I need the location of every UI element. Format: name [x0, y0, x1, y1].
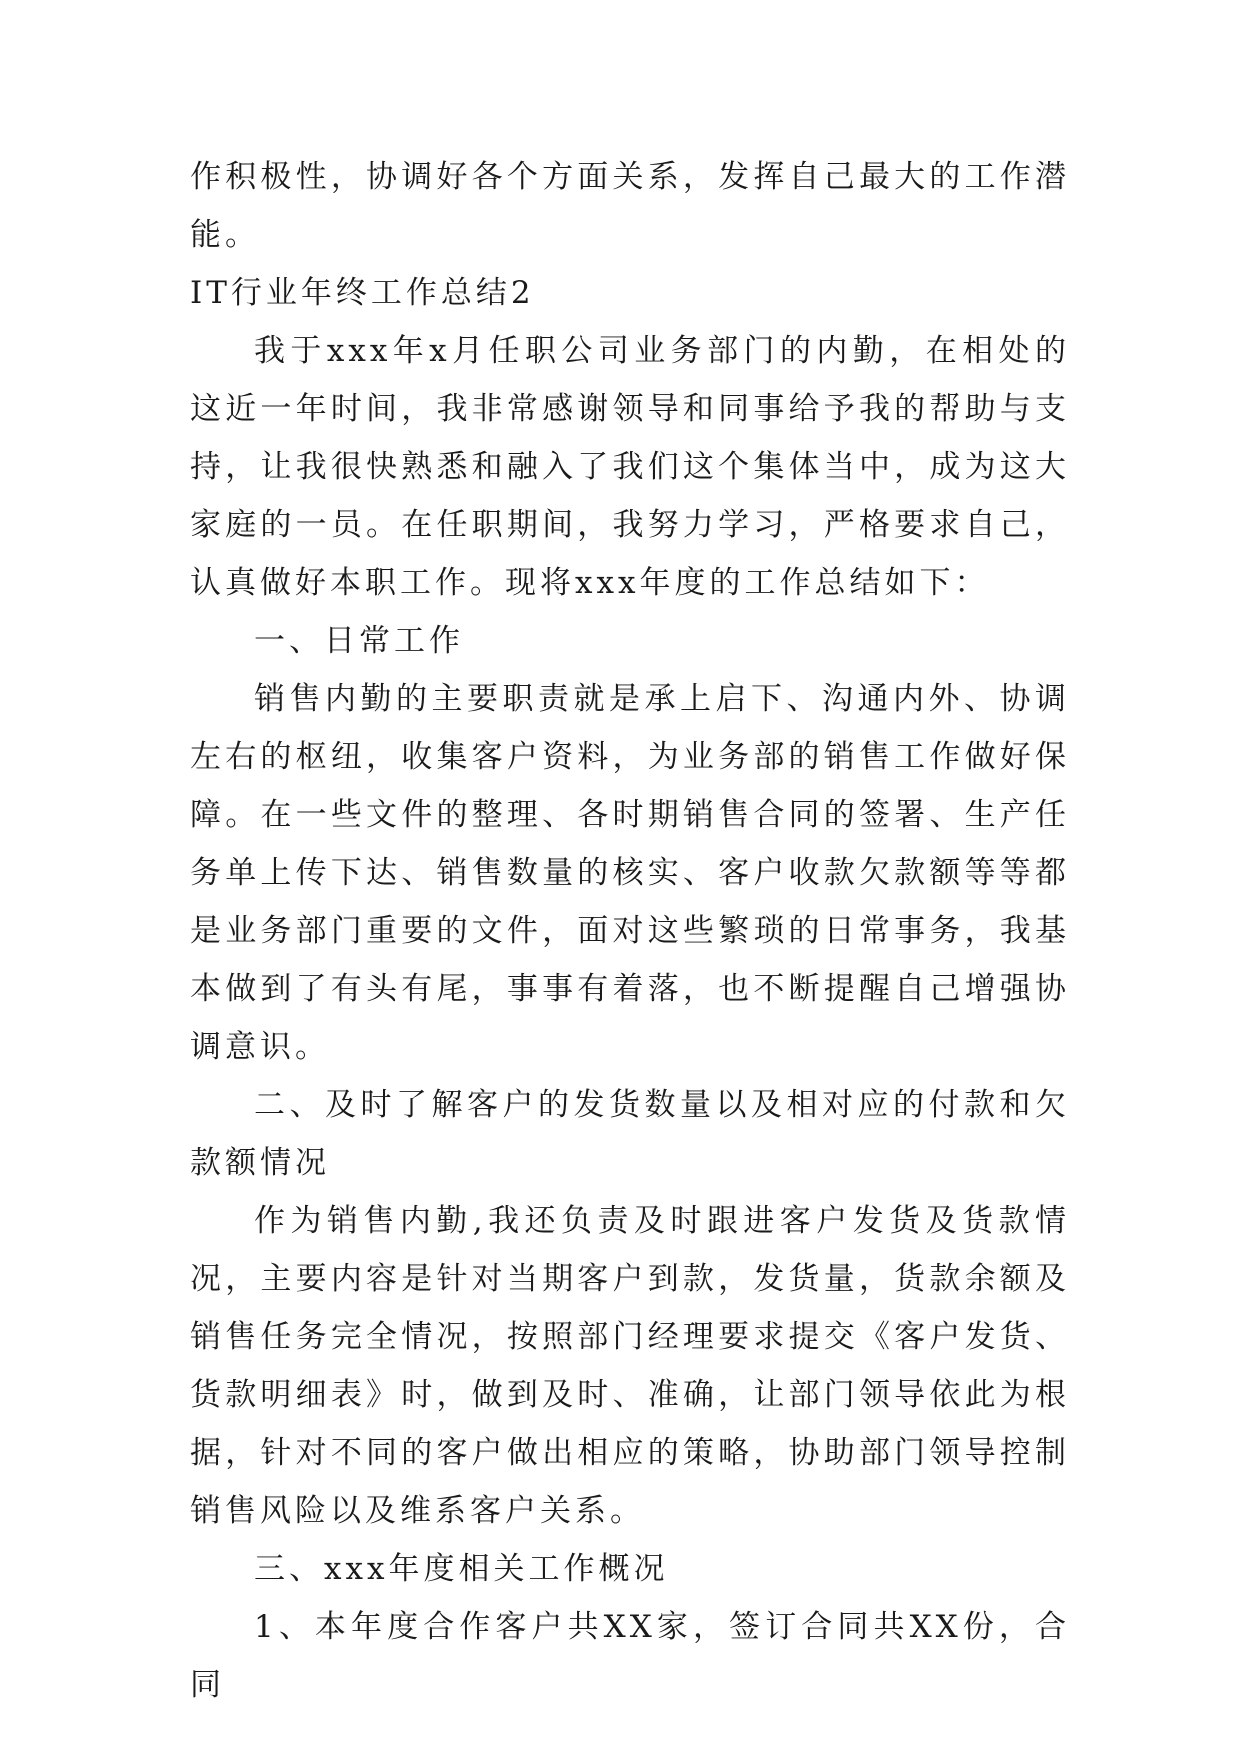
heading-annual-overview: 三、xxx年度相关工作概况 — [254, 1551, 669, 1587]
paragraph-shipment-payment: 作为销售内勤,我还负责及时跟进客户发货及货款情况，主要内容是针对当期客户到款，发货量，货款余额及销售任务完全情况，按照部门经理要求提交《客户发货、货款明细表》时，做到及时、准确，让部门领导依此为根据，针对不同的客户做出相应的策略，协助部门领导控制销售风险以及维系客户关系。 — [190, 1203, 1070, 1529]
section-title: IT行业年终工作总结2 — [190, 275, 535, 311]
paragraph-daily-work: 销售内勤的主要职责就是承上启下、沟通内外、协调左右的枢纽，收集客户资料，为业务部的销售工作做好保障。在一些文件的整理、各时期销售合同的签署、生产任务单上传下达、销售数量的核实、客户收款欠款额等等都是业务部门重要的文件，面对这些繁琐的日常事务，我基本做到了有头有尾，事事有着落，也不断提醒自己增强协调意识。 — [190, 681, 1070, 1065]
paragraph-intro: 我于xxx年x月任职公司业务部门的内勤，在相处的这近一年时间，我非常感谢领导和同事给予我的帮助与支持，让我很快熟悉和融入了我们这个集体当中，成为这大家庭的一员。在任职期间，我努力学习，严格要求自己，认真做好本职工作。现将xxx年度的工作总结如下： — [190, 333, 1070, 601]
list-item-clients: 1、本年度合作客户共XX家，签订合同共XX份，合同 — [190, 1609, 1070, 1703]
paragraph-continuation: 作积极性，协调好各个方面关系，发挥自己最大的工作潜能。 — [190, 159, 1070, 253]
document-body — [190, 148, 1070, 1714]
heading-daily-work: 一、日常工作 — [254, 623, 464, 659]
heading-shipment-payment: 二、及时了解客户的发货数量以及相对应的付款和欠款额情况 — [190, 1087, 1070, 1181]
